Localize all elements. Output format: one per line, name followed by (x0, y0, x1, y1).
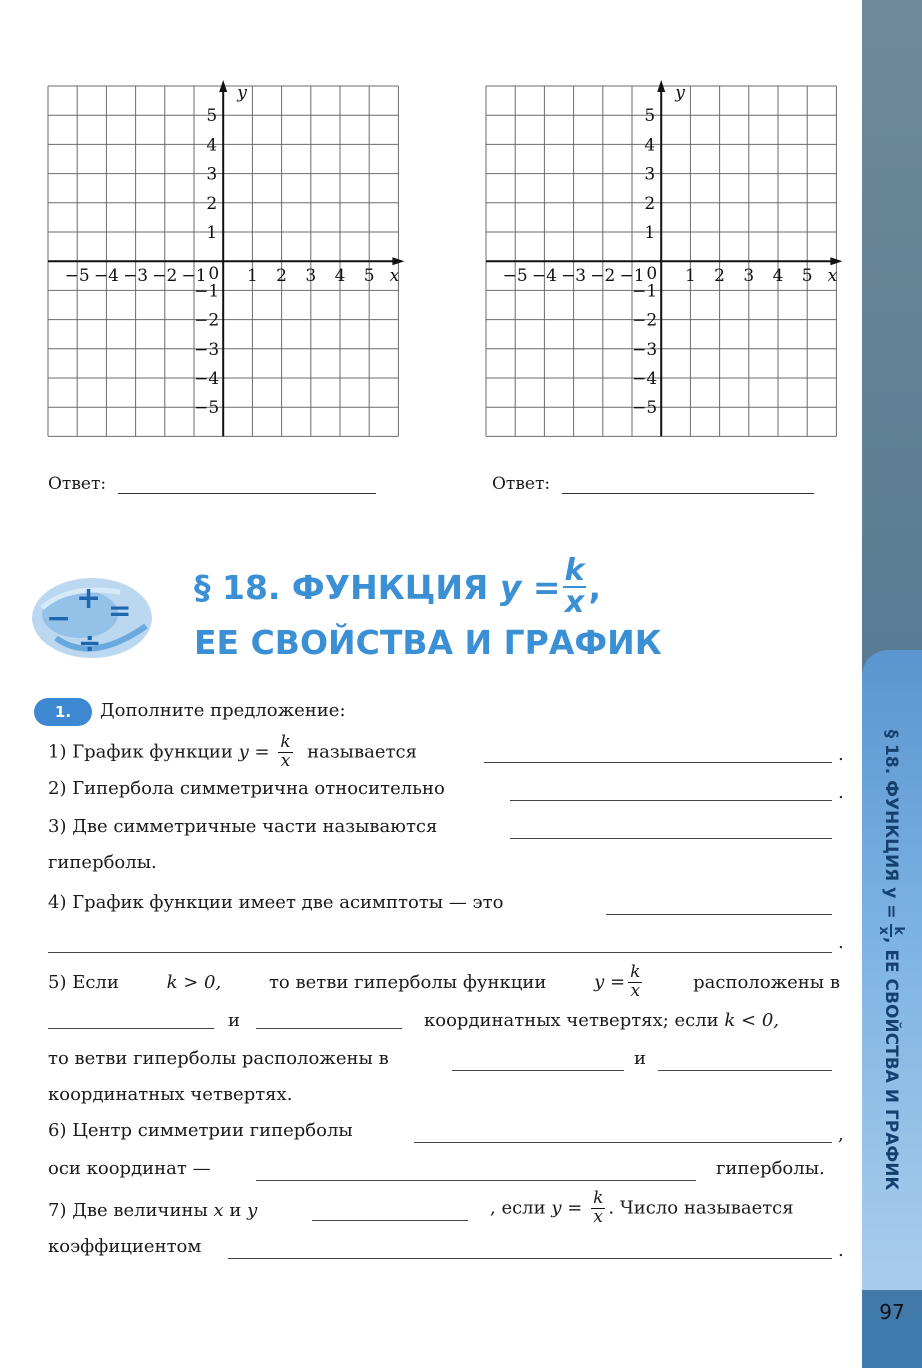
answer-line-left[interactable] (118, 475, 376, 494)
blank-5b[interactable] (256, 1028, 402, 1029)
x-tick-label: −2 (152, 266, 178, 287)
x-tick-label: 1 (684, 266, 696, 287)
x-axis-label: x (827, 266, 838, 287)
math-symbols-emblem-icon (28, 568, 160, 664)
coordinate-grid-left[interactable] (40, 78, 410, 448)
origin-label: 0 (208, 264, 220, 285)
y-axis-label: y (675, 83, 685, 103)
y-tick-label: 2 (206, 193, 218, 214)
coordinate-grid-right[interactable] (478, 78, 848, 448)
y-tick-label: 5 (206, 106, 218, 127)
x-tick-label: 4 (334, 266, 346, 287)
y-tick-label: −3 (194, 339, 220, 360)
y-tick-label: −1 (194, 281, 220, 302)
y-tick-label: 4 (206, 135, 218, 156)
sentence-3: 3) Две симметричные части называются (48, 816, 438, 837)
x-tick-label: −1 (619, 266, 645, 287)
x-tick-label: −2 (590, 266, 616, 287)
y-tick-label: 5 (644, 106, 656, 127)
x-tick-label: −3 (561, 266, 587, 287)
blank-7b[interactable] (228, 1258, 832, 1259)
answer-left: Ответ: (48, 474, 376, 494)
sentence-1: 1) График функции y = $\frac{k}{x}$ называется (48, 732, 417, 771)
answer-line-right[interactable] (562, 475, 814, 494)
y-tick-label: −5 (194, 398, 220, 419)
svg-text:−: − (46, 601, 72, 636)
blank-2[interactable] (510, 800, 832, 801)
section-title: § 18. ФУНКЦИЯ y = $\frac{k}{x}$ , ЕЕ СВОЙСТВА И ГРАФИК (194, 553, 662, 662)
sentence-5: 5) Если k > 0, то ветви гиперболы функции y = $\frac{k}{x}$ расположены в (48, 962, 840, 1001)
x-tick-label: −4 (531, 266, 557, 287)
svg-text:=: = (108, 594, 132, 627)
blank-6a[interactable] (414, 1142, 832, 1143)
x-tick-label: 2 (714, 266, 726, 287)
task-title: Дополните предложение: (100, 700, 346, 721)
blank-4b[interactable] (48, 952, 832, 953)
x-tick-label: 1 (246, 266, 258, 287)
svg-text:+: + (76, 581, 102, 616)
y-tick-label: 2 (644, 193, 656, 214)
y-tick-label: −4 (194, 369, 220, 389)
page-number: 97 (879, 1300, 905, 1324)
x-tick-label: 5 (363, 266, 375, 287)
side-tab-label: § 18. ФУНКЦИЯ y = k x , ЕЕ СВОЙСТВА И ГРАФИК (876, 729, 906, 1191)
x-tick-label: −3 (123, 266, 149, 287)
x-tick-label: 2 (276, 266, 288, 287)
answer-right: Ответ: (492, 474, 814, 494)
origin-label: 0 (646, 264, 658, 285)
y-tick-label: 1 (206, 223, 218, 243)
x-tick-label: 3 (305, 266, 317, 287)
blank-3[interactable] (510, 838, 832, 839)
x-tick-label: 4 (772, 266, 784, 287)
y-tick-label: −2 (632, 310, 658, 331)
y-tick-label: −3 (632, 339, 658, 360)
x-tick-label: −4 (93, 266, 119, 287)
y-tick-label: −4 (632, 369, 658, 389)
sentence-4: 4) График функции имеет две асимптоты — это (48, 892, 504, 913)
x-tick-label: −5 (64, 266, 90, 287)
blank-7a[interactable] (312, 1220, 468, 1221)
y-tick-label: 3 (206, 164, 218, 185)
blank-5d[interactable] (658, 1070, 832, 1071)
x-tick-label: 3 (743, 266, 755, 287)
sentence-2: 2) Гипербола симметрична относительно (48, 778, 445, 799)
blank-5c[interactable] (452, 1070, 624, 1071)
y-axis-label: y (237, 83, 247, 103)
x-tick-label: −5 (502, 266, 528, 287)
y-tick-label: 1 (644, 223, 656, 243)
svg-text:÷: ÷ (78, 626, 102, 659)
task-number-badge: 1. (34, 698, 92, 726)
x-axis-label: x (389, 266, 400, 287)
y-tick-label: 4 (644, 135, 656, 156)
blank-4a[interactable] (606, 914, 832, 915)
sentence-7: 7) Две величины x и y (48, 1200, 258, 1221)
title-fraction: $\frac{k}{x}$ (564, 553, 585, 620)
x-tick-label: 5 (801, 266, 813, 287)
blank-5a[interactable] (48, 1028, 214, 1029)
y-tick-label: −5 (632, 398, 658, 419)
y-tick-label: 3 (644, 164, 656, 185)
y-tick-label: −2 (194, 310, 220, 331)
blank-6b[interactable] (256, 1180, 696, 1181)
y-tick-label: −1 (632, 281, 658, 302)
blank-1[interactable] (484, 762, 832, 763)
sentence-6: 6) Центр симметрии гиперболы (48, 1120, 353, 1141)
x-tick-label: −1 (181, 266, 207, 287)
